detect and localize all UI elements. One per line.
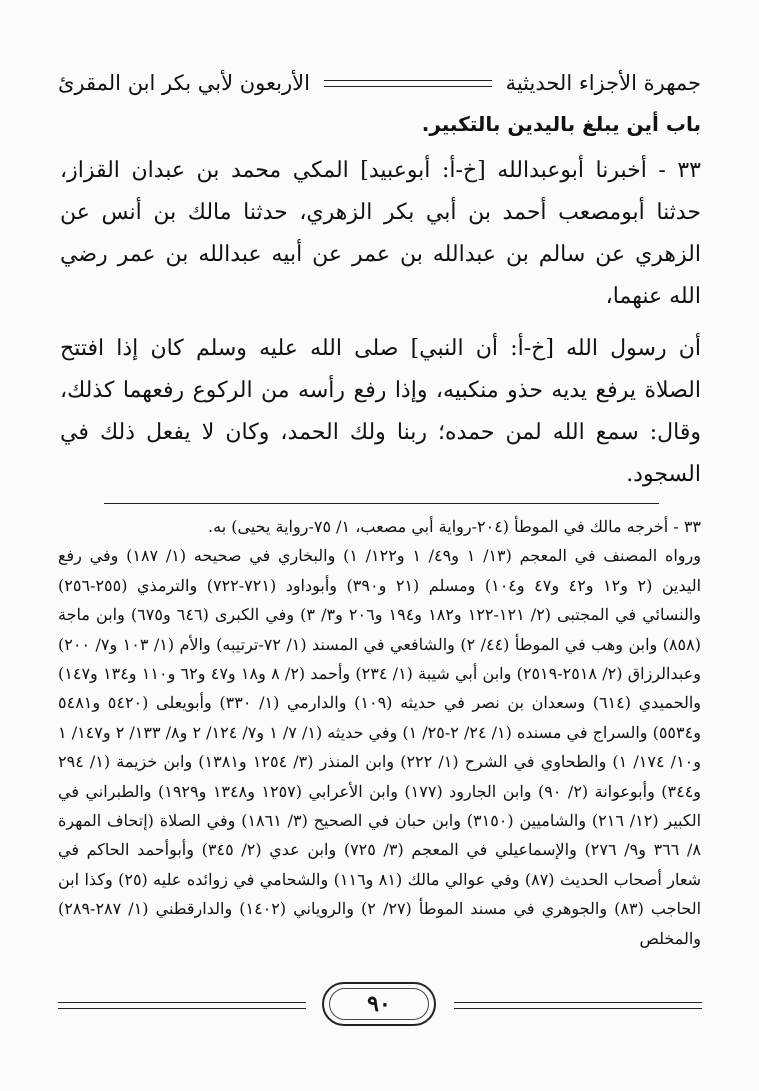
- chapter-heading: باب أين يبلغ باليدين بالتكبير.: [421, 112, 701, 136]
- header-series-title: جمهرة الأجزاء الحديثية: [505, 71, 701, 95]
- footnote-body: ورواه المصنف في المعجم (١٣/ ١ و٤٩/ ١ و١٢٢/ ١) والبخاري في صحيحه (١/ ١٨٧) وفي رفع اليدين (٢ و١٢ و٤٢ و٤٧ و١٠٤) ومسلم (٢١ و٣٩٠) وأبوداود (٧٢١-٧٢٢) والترمذي (٢٥٥-٢٥٦) والنسائي في المجتبى (٢/ ١٢١-١٢٢ و١٨٢ و١٩٤ و٢٠٦ و٣/ ٣) وفي الكبرى (٦٤٦ و٦٧٥) وابن ماجة (٨٥٨) وابن وهب في الموطأ (٤٤/ ٢) والشافعي في المسند (١/ ٧٢-ترتيبه) والأم (١/ ١٠٣ و٧/ ٢٠٠) وعبدالرزاق (٢/ ٢٥١٨-٢٥١٩) وابن أبي شيبة (١/ ٢٣٤) وأحمد (٢/ ٨ و١٨ و٤٧ و٦٢ و١١٠ و١٣٤ و١٤٧) والحميدي (٦١٤) وسعدان بن نصر في حديثه (١٠٩) والدارمي (١/ ٣٣٠) وأبويعلى (٥٤٢٠ و٥٤٨١ و٥٥٣٤) والسراج في مسنده (١/ ٢٤/ ٢-٢٥/ ١) وفي حديثه (١/ ٧/ ١ و٧/ ١٢٤/ ٢ و٨/ ١٣٣/ ٢ و١٤٧/ ١ و١٠/ ١٧٤/ ١) والطحاوي في الشرح (١/ ٢٢٢) وابن المنذر (٣/ ١٢٥٤ و١٣٨١) وابن خزيمة (١/ ٢٩٤ و٣٤٤) وأبوعوانة (٢/ ٩٠) وابن الجارود (١٧٧) وابن الأعرابي (١٢٥٧ و١٣٤٨ و١٩٢٩) والطبراني في الكبير (١٢/ ٢١٦) والشاميين (٣١٥٠) وابن حبان في الصحيح (٣/ ١٨٦١) وفي الصلاة (إتحاف المهرة ٨/ ٣٦٦ و٩/ ٢٧٦) والإسماعيلي في المعجم (٣/ ٧٢٥) وابن عدي (٢/ ٣٤٥) وأبوأحمد الحاكم في شعار أصحاب الحديث (٨٧) وفي عوالي مالك (٨١ و١١٦) والشحامي في زوائده عليه (٢٥) وكذا ابن الحاجب (٨٣) والجوهري في مسند الموطأ (٢٧/ ٢) والروياني (١٤٠٢) والدارقطني (١/ ٢٨٧-٢٨٩) والمخلص: [58, 546, 702, 948]
- footer-rule-left: [58, 1002, 306, 1009]
- footnote-first-line: ٣٣ - أخرجه مالك في الموطأ (٢٠٤-رواية أبي مصعب، ١/ ٧٥-رواية يحيى) به.: [208, 517, 701, 536]
- page-number: ٩٠: [322, 982, 436, 1026]
- hadith-isnad-paragraph: ٣٣ - أخبرنا أبوعبدالله [خ-أ: أبوعبيد] المكي محمد بن عبدان القزاز، حدثنا أبومصعب أحمد بن أبي بكر الزهري، حدثنا مالك بن أنس عن الزهري عن سالم بن عبدالله بن عمر عن أبيه عبدالله بن عمر رضي الله عنهما،: [60, 158, 701, 309]
- hadith-text: [60, 150, 701, 506]
- header-divider: [324, 80, 492, 87]
- header-book-title: الأربعون لأبي بكر ابن المقرئ: [58, 71, 310, 95]
- running-header: [58, 62, 701, 104]
- footnote-separator: [104, 503, 659, 504]
- footer-rule-right: [454, 1002, 702, 1009]
- footnotes: [58, 512, 701, 953]
- hadith-matn-paragraph: أن رسول الله [خ-أ: أن النبي] صلى الله عليه وسلم كان إذا افتتح الصلاة يرفع يديه حذو منكبيه، وإذا رفع رأسه من الركوع رفعهما كذلك، وقال: سمع الله لمن حمده؛ ربنا ولك الحمد، وكان لا يفعل ذلك في السجود.: [60, 336, 701, 487]
